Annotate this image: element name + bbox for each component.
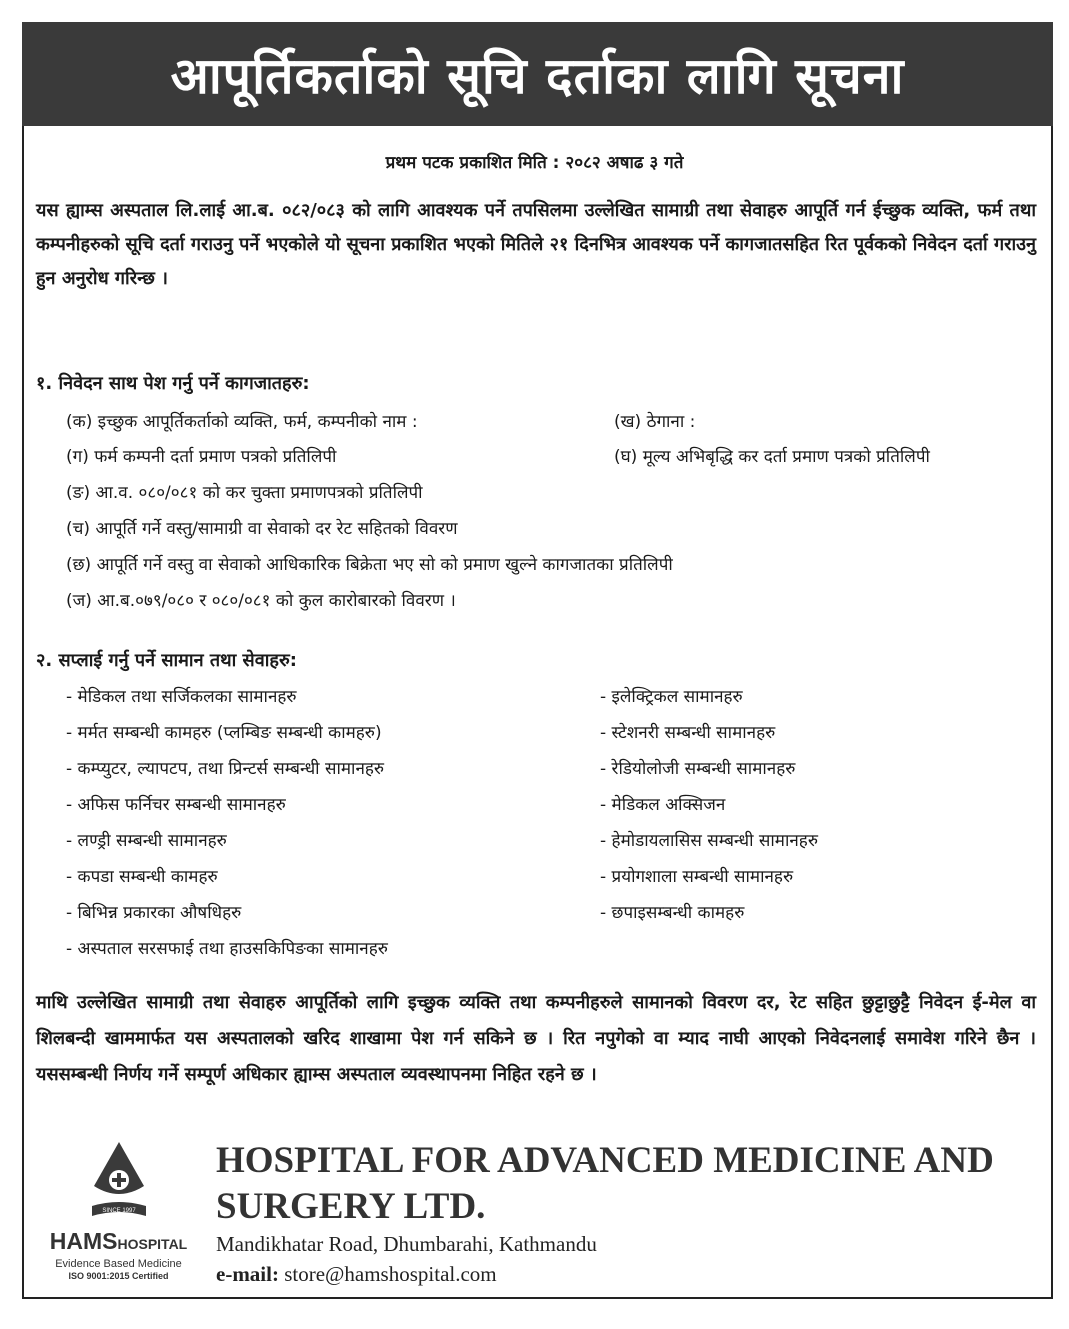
- supply-item-right: - छपाइसम्बन्धी कामहरु: [600, 903, 745, 923]
- intro-paragraph: यस ह्याम्स अस्पताल लि.लाई आ.ब. ०८२/०८३ को लागि आवश्यक पर्ने तपसिलमा उल्लेखित सामाग्री तथा सेवाहरु आपूर्ति गर्न ईच्छुक व्यक्ति, फर्म तथा कम्पनीहरुको सूचि दर्ता गराउनु पर्ने भएकोले यो सूचना प्रकाशित भएको मितिले २१ दिनभित्र आवश्यक पर्ने कागजातसहित रित पूर्वकको निवेदन दर्ता गराउनु हुन अनुरोध गरिन्छ ।: [36, 200, 1036, 289]
- supply-item-right: - प्रयोगशाला सम्बन्धी सामानहरु: [600, 867, 794, 887]
- section2-heading: २. सप्लाई गर्नु पर्ने सामान तथा सेवाहरु:: [36, 650, 297, 671]
- supply-item-left: - बिभिन्न प्रकारका औषधिहरु: [66, 903, 242, 923]
- supply-item-right: - रेडियोलोजी सम्बन्धी सामानहरु: [600, 759, 796, 779]
- doc-item-kha: (ख) ठेगाना :: [614, 412, 696, 432]
- logo-wordmark: [36, 1228, 201, 1255]
- notice-title: आपूर्तिकर्ताको सूचि दर्ताका लागि सूचना: [170, 47, 905, 105]
- supply-item-left: - लण्ड्री सम्बन्धी सामानहरु: [66, 831, 227, 851]
- supply-item-left: - अफिस फर्निचर सम्बन्धी सामानहरु: [66, 795, 286, 815]
- logo-tagline: Evidence Based Medicine: [55, 1258, 182, 1270]
- doc-item-ga: (ग) फर्म कम्पनी दर्ता प्रमाण पत्रको प्रतिलिपी: [66, 447, 337, 467]
- logo-name-big: HAMS: [49, 1228, 118, 1254]
- closing-paragraph: माथि उल्लेखित सामाग्री तथा सेवाहरु आपूर्तिको लागि इच्छुक व्यक्ति तथा कम्पनीहरुले सामानको विवरण दर, रेट सहित छुट्टाछुट्टै निवेदन ई-मेल वा शिलबन्दी खाममार्फत यस अस्पतालको खरिद शाखामा पेश गर्न सकिने छ । रित नपुगेको वा म्याद नाघी आएको निवेदनलाई समावेश गरिने छैन । यससम्बन्धी निर्णय गर्ने सम्पूर्ण अधिकार ह्याम्स अस्पताल व्यवस्थापनमा निहित रहने छ ।: [36, 992, 1036, 1085]
- title-banner: [22, 22, 1053, 126]
- supply-item-right: - मेडिकल अक्सिजन: [600, 795, 726, 815]
- supply-item-left: - कपडा सम्बन्धी कामहरु: [66, 867, 218, 887]
- logo-since: SINCE 1997: [102, 1208, 136, 1214]
- supply-item-left: - मर्मत सम्बन्धी कामहरु (प्लम्बिङ सम्बन्धी कामहरु): [66, 723, 382, 743]
- organization-address: Mandikhatar Road, Dhumbarahi, Kathmandu: [216, 1232, 597, 1256]
- doc-item-chha: (छ) आपूर्ति गर्ने वस्तु वा सेवाको आधिकारिक बिक्रेता भए सो को प्रमाण खुल्ने कागजातका प्रतिलिपी: [66, 555, 673, 575]
- logo-name-small: HOSPITAL: [117, 1236, 188, 1252]
- supply-item-left: - कम्प्युटर, ल्यापटप, तथा प्रिन्टर्स सम्बन्धी सामानहरु: [66, 759, 385, 779]
- logo-iso: ISO 9001:2015 Certified: [68, 1271, 169, 1281]
- organization-email: [216, 1262, 497, 1287]
- email-address[interactable]: store@hamshospital.com: [284, 1262, 497, 1286]
- doc-item-cha: (च) आपूर्ति गर्ने वस्तु/सामाग्री वा सेवाको दर रेट सहितको विवरण: [66, 519, 458, 539]
- email-label: e-mail:: [216, 1262, 279, 1286]
- doc-item-ka: (क) इच्छुक आपूर्तिकर्ताको व्यक्ति, फर्म, कम्पनीको नाम :: [66, 412, 418, 432]
- supply-item-left: - अस्पताल सरसफाई तथा हाउसकिपिङका सामानहरु: [66, 939, 388, 959]
- hams-logo: [36, 1140, 201, 1285]
- hospital-emblem-icon: [88, 1140, 150, 1228]
- doc-item-gha: (घ) मूल्य अभिबृद्धि कर दर्ता प्रमाण पत्रको प्रतिलिपी: [614, 447, 930, 467]
- organization-name: HOSPITAL FOR ADVANCED MEDICINE AND SURGERY LTD.: [216, 1140, 994, 1227]
- supply-item-right: - हेमोडायलासिस सम्बन्धी सामानहरु: [600, 831, 818, 851]
- supply-item-left: - मेडिकल तथा सर्जिकलका सामानहरु: [66, 687, 297, 707]
- section1-heading: १. निवेदन साथ पेश गर्नु पर्ने कागजातहरु:: [36, 373, 310, 394]
- doc-item-ja: (ज) आ.ब.०७९/०८० र ०८०/०८१ को कुल कारोबारको विवरण ।: [66, 591, 456, 611]
- doc-item-nga: (ङ) आ.व. ०८०/०८१ को कर चुक्ता प्रमाणपत्रको प्रतिलिपी: [66, 483, 423, 503]
- supply-item-right: - इलेक्ट्रिकल सामानहरु: [600, 687, 743, 707]
- publish-date: प्रथम पटक प्रकाशित मिति : २०८२ अषाढ ३ गते: [385, 153, 684, 173]
- supply-item-right: - स्टेशनरी सम्बन्धी सामानहरु: [600, 723, 776, 743]
